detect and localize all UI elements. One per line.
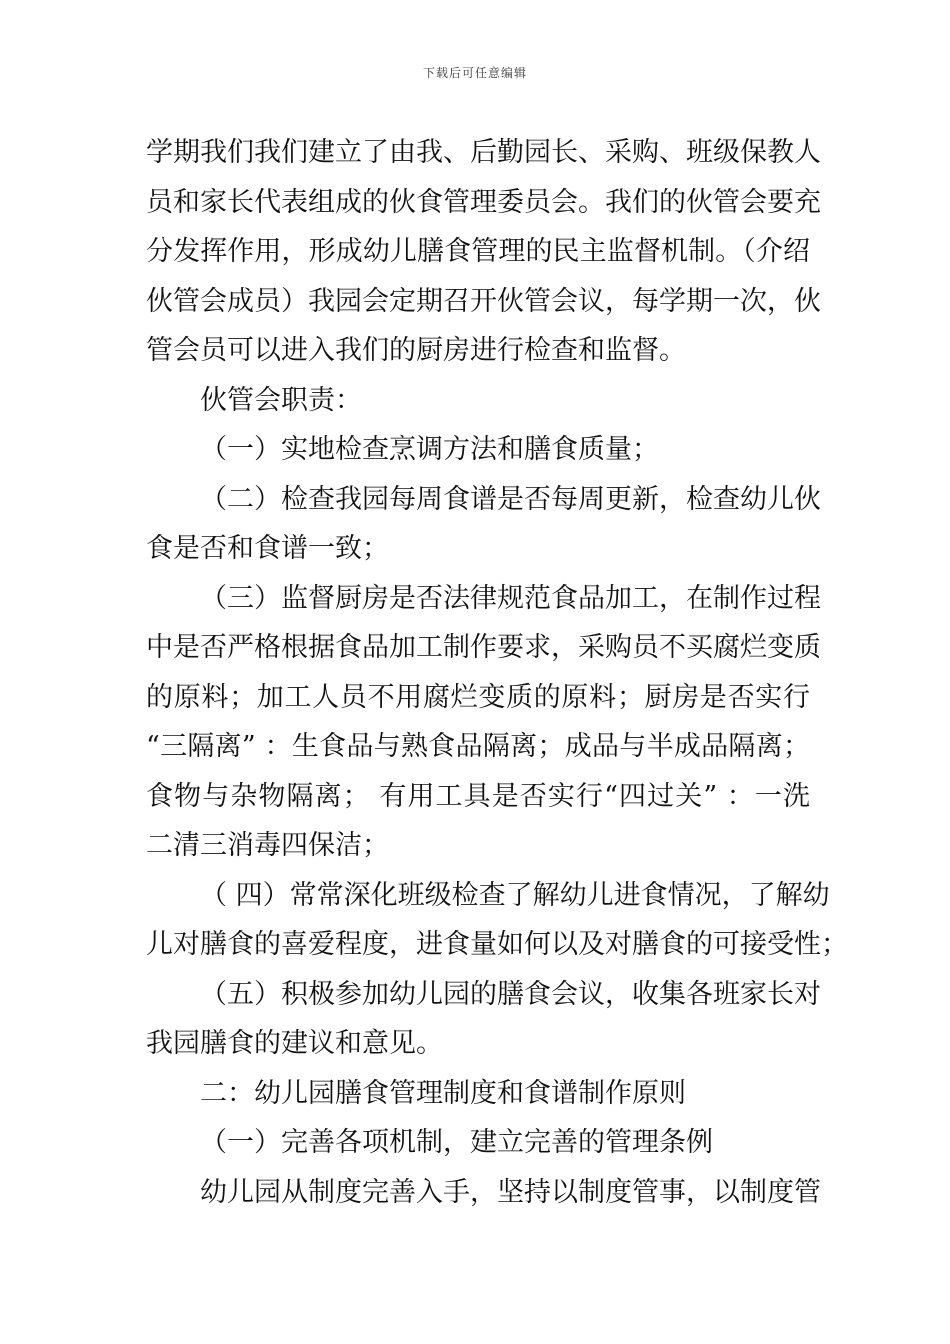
text-line: （三）监督厨房是否法律规范食品加工，在制作过程 <box>200 582 821 614</box>
text-line: 二清三消毒四保洁； <box>146 830 389 861</box>
text-line: （二）检查我园每周食谱是否每周更新，检查幼儿伙 <box>200 483 821 515</box>
text-line: 食物与杂物隔离； 有用工具是否实行“四过关” ：一洗 <box>146 780 810 812</box>
page-header: 下载后可任意编辑 <box>422 66 527 80</box>
text-line: （ 四）常常深化班级检查了解幼儿进食情况，了解幼 <box>200 879 830 911</box>
text-line: 管会员可以进入我们的厨房进行检查和监督。 <box>146 335 686 366</box>
text-line: 中是否严格根据食品加工制作要求，采购员不买腐烂变质 <box>146 632 821 663</box>
text-line: 儿对膳食的喜爱程度，进食量如何以及对膳食的可接受性； <box>146 929 848 960</box>
text-line: 学期我们我们建立了由我、后勤园长、采购、班级保教人 <box>146 137 821 168</box>
text-line: 的原料；加工人员不用腐烂变质的原料；厨房是否实行 <box>146 681 810 713</box>
text-line: （五）积极参加幼儿园的膳食会议，收集各班家长对 <box>200 978 821 1010</box>
text-line: 伙管会成员）我园会定期召开伙管会议，每学期一次，伙 <box>146 285 821 317</box>
text-line: 幼儿园从制度完善入手，坚持以制度管事，以制度管 <box>200 1176 821 1208</box>
text-line: 员和家长代表组成的伙食管理委员会。我们的伙管会要充 <box>146 186 821 218</box>
text-line: 伙管会职责： <box>200 384 362 416</box>
text-line: “三隔离” ：生食品与熟食品隔离；成品与半成品隔离； <box>146 731 810 762</box>
document-body <box>146 128 848 1217</box>
text-line: 食是否和食谱一致； <box>146 533 389 564</box>
text-line: （一）实地检查烹调方法和膳食质量； <box>200 434 659 465</box>
text-line: 分发挥作用，形成幼儿膳食管理的民主监督机制。（介绍 <box>146 236 810 267</box>
text-line: 我园膳食的建议和意见。 <box>146 1028 443 1059</box>
text-line: 二：幼儿园膳食管理制度和食谱制作原则 <box>200 1077 686 1109</box>
text-line: （一）完善各项机制，建立完善的管理条例 <box>200 1127 713 1158</box>
